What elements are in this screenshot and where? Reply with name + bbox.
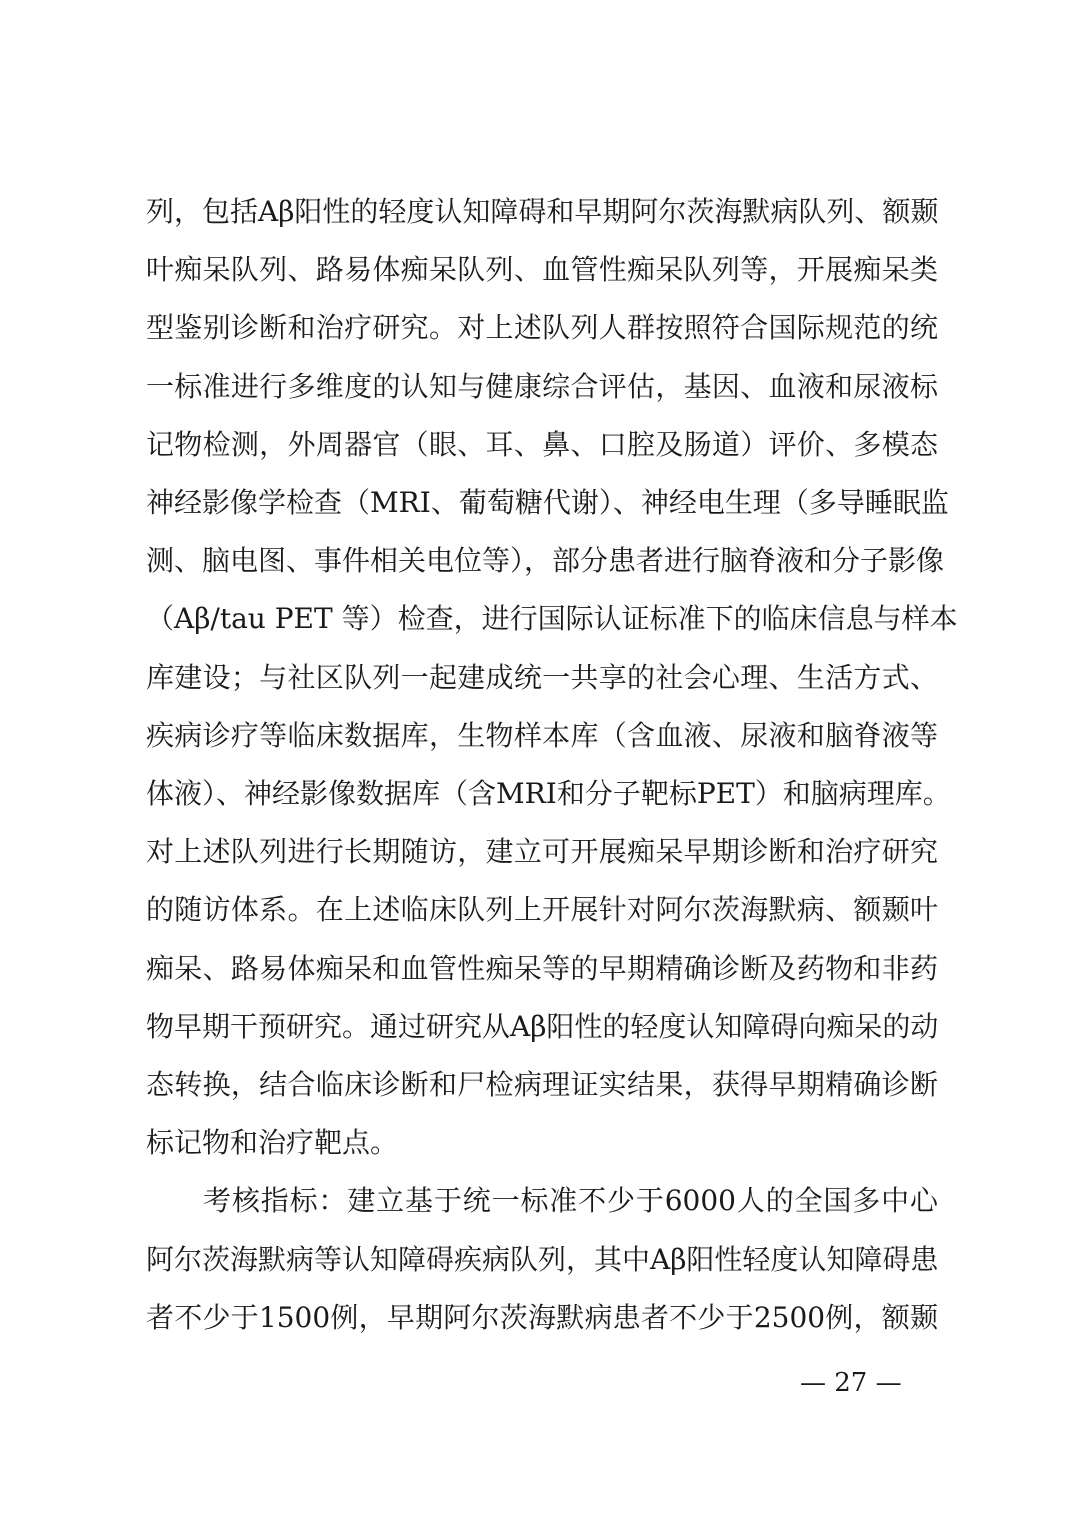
page-number: — 27 — (800, 1368, 902, 1398)
text-line: 痴呆、路易体痴呆和血管性痴呆等的早期精确诊断及药物和非药 (146, 951, 938, 985)
text-line: 神经影像学检查（MRI、葡萄糖代谢）、神经电生理（多导睡眠监 (146, 486, 949, 519)
text-line: 标记物和治疗靶点。 (146, 1126, 399, 1160)
text-line: 的随访体系。在上述临床队列上开展针对阿尔茨海默病、额颞叶 (146, 893, 938, 927)
text-line: 记物检测，外周器官（眼、耳、鼻、口腔及肠道）评价、多模态 (146, 427, 938, 461)
text-line: 疾病诊疗等临床数据库，生物样本库（含血液、尿液和脑脊液等 (146, 718, 938, 752)
text-line: 者不少于1500例，早期阿尔茨海默病患者不少于2500例，额颞 (146, 1300, 938, 1334)
text-line: 测、脑电图、事件相关电位等），部分患者进行脑脊液和分子影像 (146, 544, 945, 578)
text-line: 考核指标：建立基于统一标准不少于6000人的全国多中心 (203, 1184, 938, 1218)
text-line: （Aβ/tau PET 等）检查，进行国际认证标准下的临床信息与样本 (146, 602, 958, 636)
text-line: 库建设；与社区队列一起建成统一共享的社会心理、生活方式、 (146, 660, 938, 694)
text-line: 一标准进行多维度的认知与健康综合评估，基因、血液和尿液标 (146, 369, 938, 403)
text-line: 态转换，结合临床诊断和尸检病理证实结果，获得早期精确诊断 (146, 1068, 938, 1101)
text-line: 型鉴别诊断和治疗研究。对上述队列人群按照符合国际规范的统 (146, 311, 938, 345)
text-line: 物早期干预研究。通过研究从Aβ阳性的轻度认知障碍向痴呆的动 (146, 1009, 939, 1043)
text-line: 列，包括Aβ阳性的轻度认知障碍和早期阿尔茨海默病队列、额颞 (146, 195, 939, 228)
text-line: 体液）、神经影像数据库（含MRI和分子靶标PET）和脑病理库。 (146, 777, 951, 810)
text-line: 阿尔茨海默病等认知障碍疾病队列，其中Aβ阳性轻度认知障碍患 (146, 1242, 939, 1276)
text-line: 对上述队列进行长期随访，建立可开展痴呆早期诊断和治疗研究 (146, 835, 938, 869)
text-line: 叶痴呆队列、路易体痴呆队列、血管性痴呆队列等，开展痴呆类 (146, 253, 938, 287)
